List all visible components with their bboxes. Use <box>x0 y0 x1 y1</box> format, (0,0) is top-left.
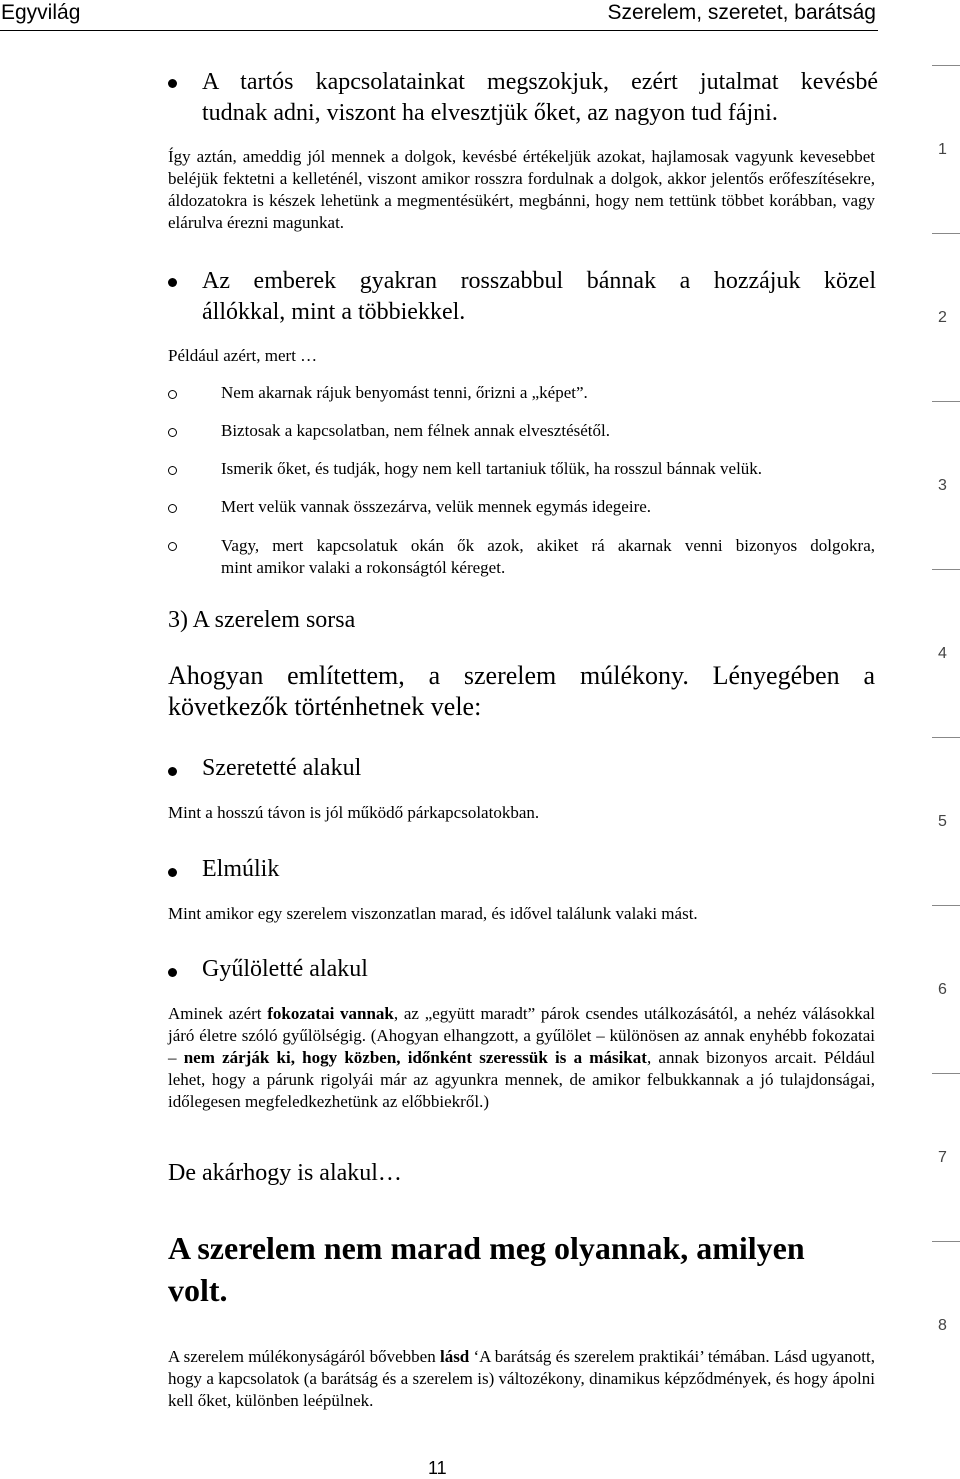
circle-bullet-icon <box>168 504 177 513</box>
outcome-title-2: Elmúlik <box>202 856 280 882</box>
ruler-number: 5 <box>938 813 947 830</box>
closing-line: De akárhogy is alakul… <box>168 1160 402 1186</box>
ruler-tick <box>932 737 960 738</box>
ruler-tick <box>932 401 960 402</box>
bullet-icon <box>168 968 177 977</box>
outcome-text-1: Mint a hosszú távon is jól működő párkapcsolatokban. <box>168 803 540 822</box>
circle-bullet-icon <box>168 542 177 551</box>
circle-bullet-icon <box>168 390 177 399</box>
outcome-text-2: Mint amikor egy szerelem viszonzatlan marad, és idővel találunk valaki mást. <box>168 904 698 923</box>
header-right: Szerelem, szeretet, barátság <box>607 1 876 24</box>
ruler-number: 1 <box>938 141 947 158</box>
bullet-heading-2: Az emberek gyakran rosszabbul bánnak a hozzájuk közel állókkal, mint a többiekkel. <box>202 268 876 325</box>
header-left: Egyvilág <box>1 1 81 24</box>
page-number: 11 <box>428 1458 447 1478</box>
circle-bullet-icon <box>168 428 177 437</box>
ruler-tick <box>932 233 960 234</box>
ruler-number: 6 <box>938 981 947 998</box>
list-item-3: Ismerik őket, és tudják, hogy nem kell tartaniuk tőlük, ha rosszul bánnak velük. <box>221 459 763 478</box>
ruler-number: 7 <box>938 1149 947 1166</box>
bullet-icon <box>168 767 177 776</box>
bullet-icon <box>168 868 177 877</box>
ruler-tick <box>932 1241 960 1242</box>
ruler-tick <box>932 905 960 906</box>
outcome-title-1: Szeretetté alakul <box>202 755 362 781</box>
ruler-tick <box>932 1073 960 1074</box>
conclusion-heading: A szerelem nem marad meg olyannak, amilyen volt. <box>168 1230 805 1308</box>
outcome-title-3: Gyűlöletté alakul <box>202 956 368 982</box>
list-item-1: Nem akarnak rájuk benyomást tenni, őrizni a „képet”. <box>221 383 588 402</box>
list-item-4: Mert velük vannak összezárva, velük mennek egymás idegeire. <box>221 497 652 516</box>
ruler-number: 2 <box>938 309 947 326</box>
list-intro: Például azért, mert … <box>168 346 318 365</box>
ruler-tick <box>932 569 960 570</box>
bullet-heading-1: A tartós kapcsolatainkat megszokjuk, ezért jutalmat kevésbé tudnak adni, viszont ha elvesztjük őket, az nagyon tud fájni. <box>202 69 878 126</box>
section-heading: 3) A szerelem sorsa <box>168 607 356 633</box>
ruler-tick <box>932 65 960 66</box>
outcome-text-3: Aminek azért fokozatai vannak, az „együtt maradt” párok csendes utálkozásától, a nehéz válásokkal járó életre szóló gyűlölségig. (Ahogyan elhangzott, a gyűlölet – különösen az annak enyhébb fokozatai – nem zárják ki, hogy közben, időnként szeressük is a másikat, annak bizonyos arcait. Például lehet, hogy a párunk rigolyái már az agyunkra mennek, de amikor felbukkannak a jó tulajdonságai, időlegesen megfeledkezhetünk az előbbiekről.) <box>168 1004 876 1111</box>
bullet-icon <box>168 278 177 287</box>
paragraph-1: Így aztán, ameddig jól mennek a dolgok, kevésbé értékeljük azokat, hajlamosak vagyunk kevesebbet beléjük fektetni a kelleténél, viszont amikor rosszra fordulnak a dolgok, akkor jelentős erőfeszítésekre, áldozatokra is készek lehetünk a megmentésükért, megbánni, hogy nem tettünk többet korábban, vagy elárulva érezni magunkat. <box>168 147 875 232</box>
bullet-icon <box>168 79 177 88</box>
final-paragraph: A szerelem múlékonyságáról bővebben lásd ‘A barátság és szerelem praktikái’ témában. Lásd ugyanott, hogy a kapcsolatok (a barátság és a szerelem is) változékony, dinamikus képződmények, és hogy ápolni kell őket, különben leépülnek. <box>168 1347 875 1410</box>
ruler-number: 4 <box>938 645 947 662</box>
section-intro: Ahogyan említettem, a szerelem múlékony. Lényegében a következők történhetnek vele: <box>168 661 875 721</box>
ruler-number: 3 <box>938 477 947 494</box>
list-item-5: Vagy, mert kapcsolatuk okán ők azok, akiket rá akarnak venni bizonyos dolgokra, mint amikor valaki a rokonságtól kéreget. <box>221 536 875 577</box>
list-item-2: Biztosak a kapcsolatban, nem félnek annak elvesztésétől. <box>221 421 610 440</box>
page-header <box>0 0 878 31</box>
ruler-number: 8 <box>938 1317 947 1334</box>
circle-bullet-icon <box>168 466 177 475</box>
